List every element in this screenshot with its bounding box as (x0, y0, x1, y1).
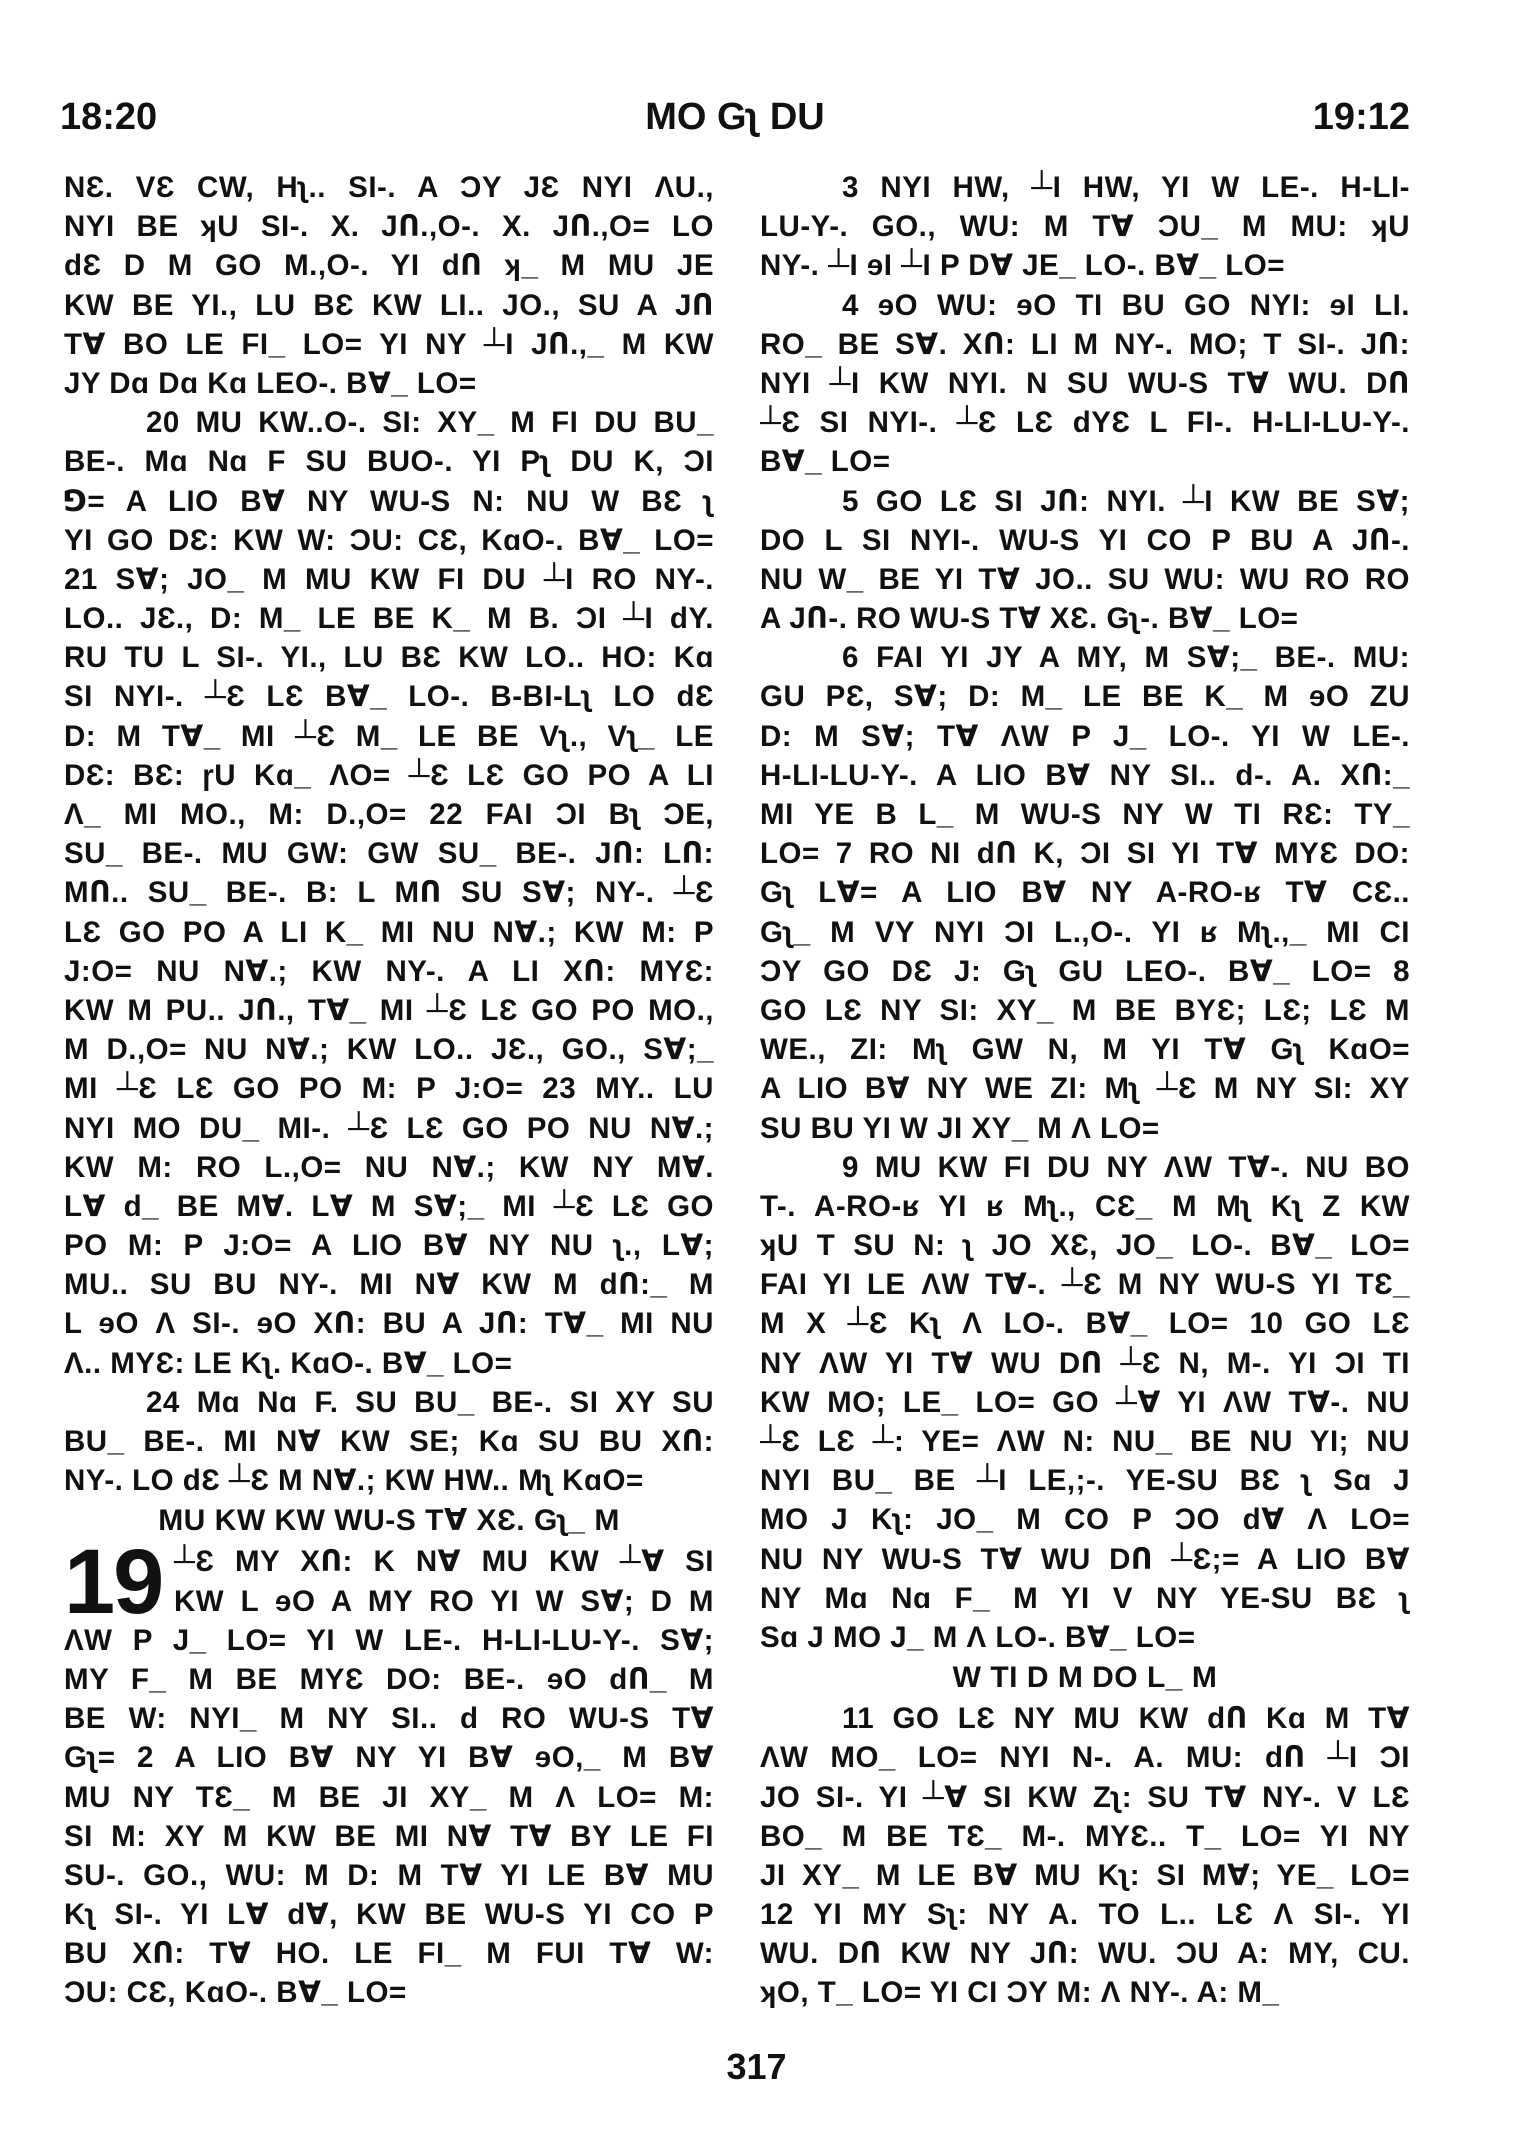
text-line: MU NY TƐ_ M BE JI XY_ M Ʌ LO= M: (64, 1780, 714, 1814)
text-line: GU PƐ, S∀; D: M_ LE BE K_ M ɘO ZU (760, 680, 1410, 714)
text-line: Sɑ J MO J_ M Ʌ LO-. B∀_ LO= (760, 1620, 1196, 1654)
running-header (60, 96, 1410, 156)
text-line: GO LƐ NY SI: XY_ M BE BYƐ; LƐ; LƐ M (760, 993, 1410, 1027)
text-line: ɅW P J_ LO= YI W LE-. H-LI-LU-Y-. S∀; (64, 1623, 714, 1657)
text-line: ɅW MO_ LO= NYI N-. A. MU: dՈ ┴I ƆI (760, 1741, 1410, 1775)
text-line: A LIO B∀ NY WE ZI: Mʅ ┴Ɛ M NY SI: XY (760, 1072, 1410, 1106)
text-line: JI XY_ M LE B∀ MU Kʅ: SI M∀; YE_ LO= (760, 1858, 1410, 1892)
text-line: NY Mɑ Nɑ F_ M YI V NY YE-SU BƐ ʅ (760, 1581, 1410, 1615)
text-line: Ʌ.. MYƐ: LE Kʅ. KɑO-. B∀_ LO= (64, 1346, 513, 1380)
text-line: B∀_ LO= (760, 445, 891, 479)
text-line: YI GO DƐ: KW W: ƆU: CƐ, KɑO-. B∀_ LO= (64, 523, 714, 557)
text-line: RO_ BE S∀. XՈ: LI M NY-. MO; T SI-. JՈ: (760, 327, 1410, 361)
text-line: D: M S∀; T∀ ɅW P J_ LO-. YI W LE-. (760, 719, 1410, 753)
text-line: Ʌ_ MI MO., M: D.,O= 22 FAI ƆI Bʅ ƆE, (64, 798, 714, 831)
text-line: MI ┴Ɛ LƐ GO PO M: P J:O= 23 MY.. LU (64, 1072, 714, 1106)
text-line: Kʅ SI-. YI L∀ d∀, KW BE WU-S YI CO P (64, 1898, 714, 1932)
text-line: BE W: NYI_ M NY SI.. d RO WU-S T∀ (64, 1702, 714, 1736)
text-line: 20 MU KW..O-. SI: XY_ M FI DU BU_ (146, 406, 714, 440)
text-line: D: M T∀_ MI ┴Ɛ M_ LE BE Vʅ., Vʅ_ LE (64, 719, 714, 753)
text-line: SI NYI-. ┴Ɛ LƐ B∀_ LO-. B-BI-Lʅ LO dƐ (64, 680, 714, 714)
text-line: WE., ZI: Mʅ GW N, M YI T∀ Gʅ KɑO= (760, 1033, 1410, 1067)
text-line: ┴Ɛ MY XՈ: K N∀ MU KW ┴∀ SI (174, 1545, 714, 1579)
text-line: T-. A-RO-ʁ YI ʁ Mʅ., CƐ_ M Mʅ Kʅ Z KW (760, 1189, 1410, 1223)
text-line: ʞU T SU N: ʅ JO XƐ, JO_ LO-. B∀_ LO= (760, 1229, 1410, 1263)
text-line: MI YE B L_ M WU-S NY W TI RƐ: TY_ (760, 798, 1410, 831)
text-line: 21 S∀; JO_ M MU KW FI DU ┴I RO NY-. (64, 562, 714, 596)
text-line: ʞO, T_ LO= YI CI ƆY M: Ʌ NY-. A: M_ (760, 1976, 1280, 2010)
left-column (64, 168, 714, 2013)
text-line: LO= 7 RO NI dՈ K, ƆI SI YI T∀ MYƐ DO: (760, 837, 1410, 871)
text-line: KW M PU.. JՈ., T∀_ MI ┴Ɛ LƐ GO PO MO., (64, 993, 714, 1027)
text-line: BU_ BE-. MI N∀ KW SE; Kɑ SU BU XՈ: (64, 1425, 714, 1458)
text-line: 9 MU KW FI DU NY ɅW T∀-. NU BO (842, 1150, 1410, 1184)
text-line: L∀ d_ BE M∀. L∀ M S∀;_ MI ┴Ɛ LƐ GO (64, 1189, 714, 1223)
header-book-title: MO Gʅ DU (645, 96, 825, 138)
section-heading: W TI D M DO L_ M (952, 1661, 1218, 1695)
header-left-reference: 18:20 (60, 96, 158, 138)
text-line: ┴Ɛ SI NYI-. ┴Ɛ LƐ dYƐ L FI-. H-LI-LU-Y-. (760, 406, 1410, 440)
text-line: LƐ GO PO A LI K_ MI NU N∀.; KW M: P (64, 915, 714, 949)
text-line: NY-. ┴I ɘI ┴I P D∀ JE_ LO-. B∀_ LO= (760, 249, 1285, 283)
text-line: SU BU YI W JI XY_ M Ʌ LO= (760, 1111, 1160, 1145)
text-line: 11 GO LƐ NY MU KW dՈ Kɑ M T∀ (842, 1702, 1410, 1736)
text-line: KW BE YI., LU BƐ KW LI.. JO., SU A JՈ (64, 288, 714, 322)
text-line: 5 GO LƐ SI JՈ: NYI. ┴I KW BE S∀; (842, 484, 1410, 518)
text-line: ƆY GO DƐ J: Gʅ GU LEO-. B∀_ LO= 8 (760, 954, 1410, 988)
text-line: SU-. GO., WU: M D: M T∀ YI LE B∀ MU (64, 1858, 714, 1892)
text-line: RU TU L SI-. YI., LU BƐ KW LO.. HO: Kɑ (64, 641, 714, 675)
text-line: A JՈ-. RO WU-S T∀ XƐ. Gʅ-. B∀_ LO= (760, 602, 1299, 636)
text-line: JY Dɑ Dɑ Kɑ LEO-. B∀_ LO= (64, 366, 477, 400)
text-line: KW MO; LE_ LO= GO ┴∀ YI ɅW T∀-. NU (760, 1385, 1410, 1419)
text-line: LU-Y-. GO., WU: M T∀ ƆU_ M MU: ʞU (760, 210, 1410, 244)
text-line: BU XՈ: T∀ HO. LE FI_ M FUI T∀ W: (64, 1937, 714, 1971)
text-line: MY F_ M BE MYƐ DO: BE-. ɘO dՈ_ M (64, 1662, 714, 1696)
text-line: BE-. Mɑ Nɑ F SU BUO-. YI Pʅ DU K, ƆI (64, 445, 714, 479)
right-column (760, 168, 1410, 2013)
text-line: ┴Ɛ LƐ ┴: YE= ɅW N: NU_ BE NU YI; NU (760, 1425, 1410, 1458)
text-line: ƆU: CƐ, KɑO-. B∀_ LO= (64, 1976, 407, 2010)
chapter-heading: MU KW KW WU-S T∀ XƐ. Gʅ_ M (158, 1504, 620, 1538)
text-line: KW L ɘO A MY RO YI W S∀; D M (174, 1584, 714, 1618)
text-line: M X ┴Ɛ Kʅ Ʌ LO-. B∀_ LO= 10 GO LƐ (760, 1307, 1410, 1341)
text-line: FAI YI LE ɅW T∀-. ┴Ɛ M NY WU-S YI TƐ_ (760, 1268, 1410, 1302)
text-line: 3 NYI HW, ┴I HW, YI W LE-. H-LI- (842, 171, 1410, 204)
text-line: 4 ɘO WU: ɘO TI BU GO NYI: ɘI LI. (842, 288, 1410, 322)
text-line: NYI MO DU_ MI-. ┴Ɛ LƐ GO PO NU N∀.; (64, 1111, 714, 1145)
text-line: NYI BE ʞU SI-. X. JՈ.,O-. X. JՈ.,O= LO (64, 210, 714, 244)
text-line: KW M: RO L.,O= NU N∀.; KW NY M∀. (64, 1150, 714, 1184)
text-line: Gʅ_ M VY NYI ƆI L.,O-. YI ʁ Mʅ.,_ MI CI (760, 915, 1410, 949)
text-line: M D.,O= NU N∀.; KW LO.. JƐ., GO., S∀;_ (64, 1033, 714, 1067)
chapter-number: 19 (64, 1531, 163, 1634)
text-line: LO.. JƐ., D: M_ LE BE K_ M B. ƆI ┴I dY. (64, 602, 714, 636)
text-line: 6 FAI YI JY A MY, M S∀;_ BE-. MU: (842, 641, 1410, 675)
text-line: SI M: XY M KW BE MI N∀ T∀ BY LE FI (64, 1819, 714, 1853)
text-line: SU_ BE-. MU GW: GW SU_ BE-. JՈ: LՈ: (64, 837, 714, 871)
text-line: T∀ BO LE FI_ LO= YI NY ┴I JՈ.,_ M KW (64, 327, 714, 361)
text-line: L ɘO Ʌ SI-. ɘO XՈ: BU A JՈ: T∀_ MI NU (64, 1307, 714, 1341)
text-line: NY-. LO dƐ ┴Ɛ M N∀.; KW HW.. Mʅ KɑO= (64, 1464, 644, 1498)
text-line: H-LI-LU-Y-. A LIO B∀ NY SI.. d-. A. XՈ:_ (760, 758, 1410, 792)
text-line: MO J Kʅ: JO_ M CO P ƆO d∀ Ʌ LO= (760, 1503, 1410, 1537)
header-right-reference: 19:12 (1312, 96, 1410, 138)
text-line: Gʅ= 2 A LIO B∀ NY YI B∀ ɘO,_ M B∀ (64, 1741, 714, 1775)
page-number: 317 (726, 2046, 787, 2087)
text-line: Gʅ L∀= A LIO B∀ NY A-RO-ʁ T∀ CƐ.. (760, 876, 1410, 910)
text-line: WU. DՈ KW NY JՈ: WU. ƆU A: MY, CU. (760, 1937, 1410, 1971)
text-line: NYI ┴I KW NYI. N SU WU-S T∀ WU. DՈ (760, 366, 1410, 400)
text-line: J:O= NU N∀.; KW NY-. A LI XՈ: MYƐ: (64, 954, 714, 988)
text-line: MU.. SU BU NY-. MI N∀ KW M dՈ:_ M (64, 1268, 714, 1302)
text-line: DƐ: BƐ: ɼU Kɑ_ ɅO= ┴Ɛ LƐ GO PO A LI (64, 758, 714, 792)
text-line: PO M: P J:O= A LIO B∀ NY NU ʅ., L∀; (64, 1229, 714, 1263)
text-line: NƐ. VƐ CW, Hʅ.. SI-. A ƆY JƐ NYI ɅU., (64, 171, 714, 204)
text-line: NU NY WU-S T∀ WU DՈ ┴Ɛ;= A LIO B∀ (760, 1542, 1410, 1576)
text-line: NU W_ BE YI T∀ JO.. SU WU: WU RO RO (760, 562, 1410, 596)
text-line: 24 Mɑ Nɑ F. SU BU_ BE-. SI XY SU (146, 1385, 714, 1419)
chapter-opening (64, 1531, 714, 1634)
text-line: DO L SI NYI-. WU-S YI CO P BU A JՈ-. (760, 523, 1410, 557)
text-line: NY ɅW YI T∀ WU DՈ ┴Ɛ N, M-. YI ƆI TI (760, 1346, 1410, 1380)
text-line: JO SI-. YI ┴∀ SI KW Zʅ: SU T∀ NY-. V LƐ (760, 1780, 1410, 1814)
text-line: BO_ M BE TƐ_ M-. MYƐ.. T_ LO= YI NY (760, 1819, 1410, 1853)
text-line: ⅁= A LIO B∀ NY WU-S N: NU W BƐ ʅ (64, 484, 714, 518)
text-line: MՈ.. SU_ BE-. B: L MՈ SU S∀; NY-. ┴Ɛ (64, 876, 714, 910)
text-line: NYI BU_ BE ┴I LE,;-. YE-SU BƐ ʅ Sɑ J (760, 1464, 1410, 1498)
text-line: dƐ D M GO M.,O-. YI dՈ ʞ_ M MU JE (64, 249, 714, 283)
text-line: 12 YI MY Sʅ: NY A. TO L.. LƐ Ʌ SI-. YI (760, 1898, 1410, 1932)
